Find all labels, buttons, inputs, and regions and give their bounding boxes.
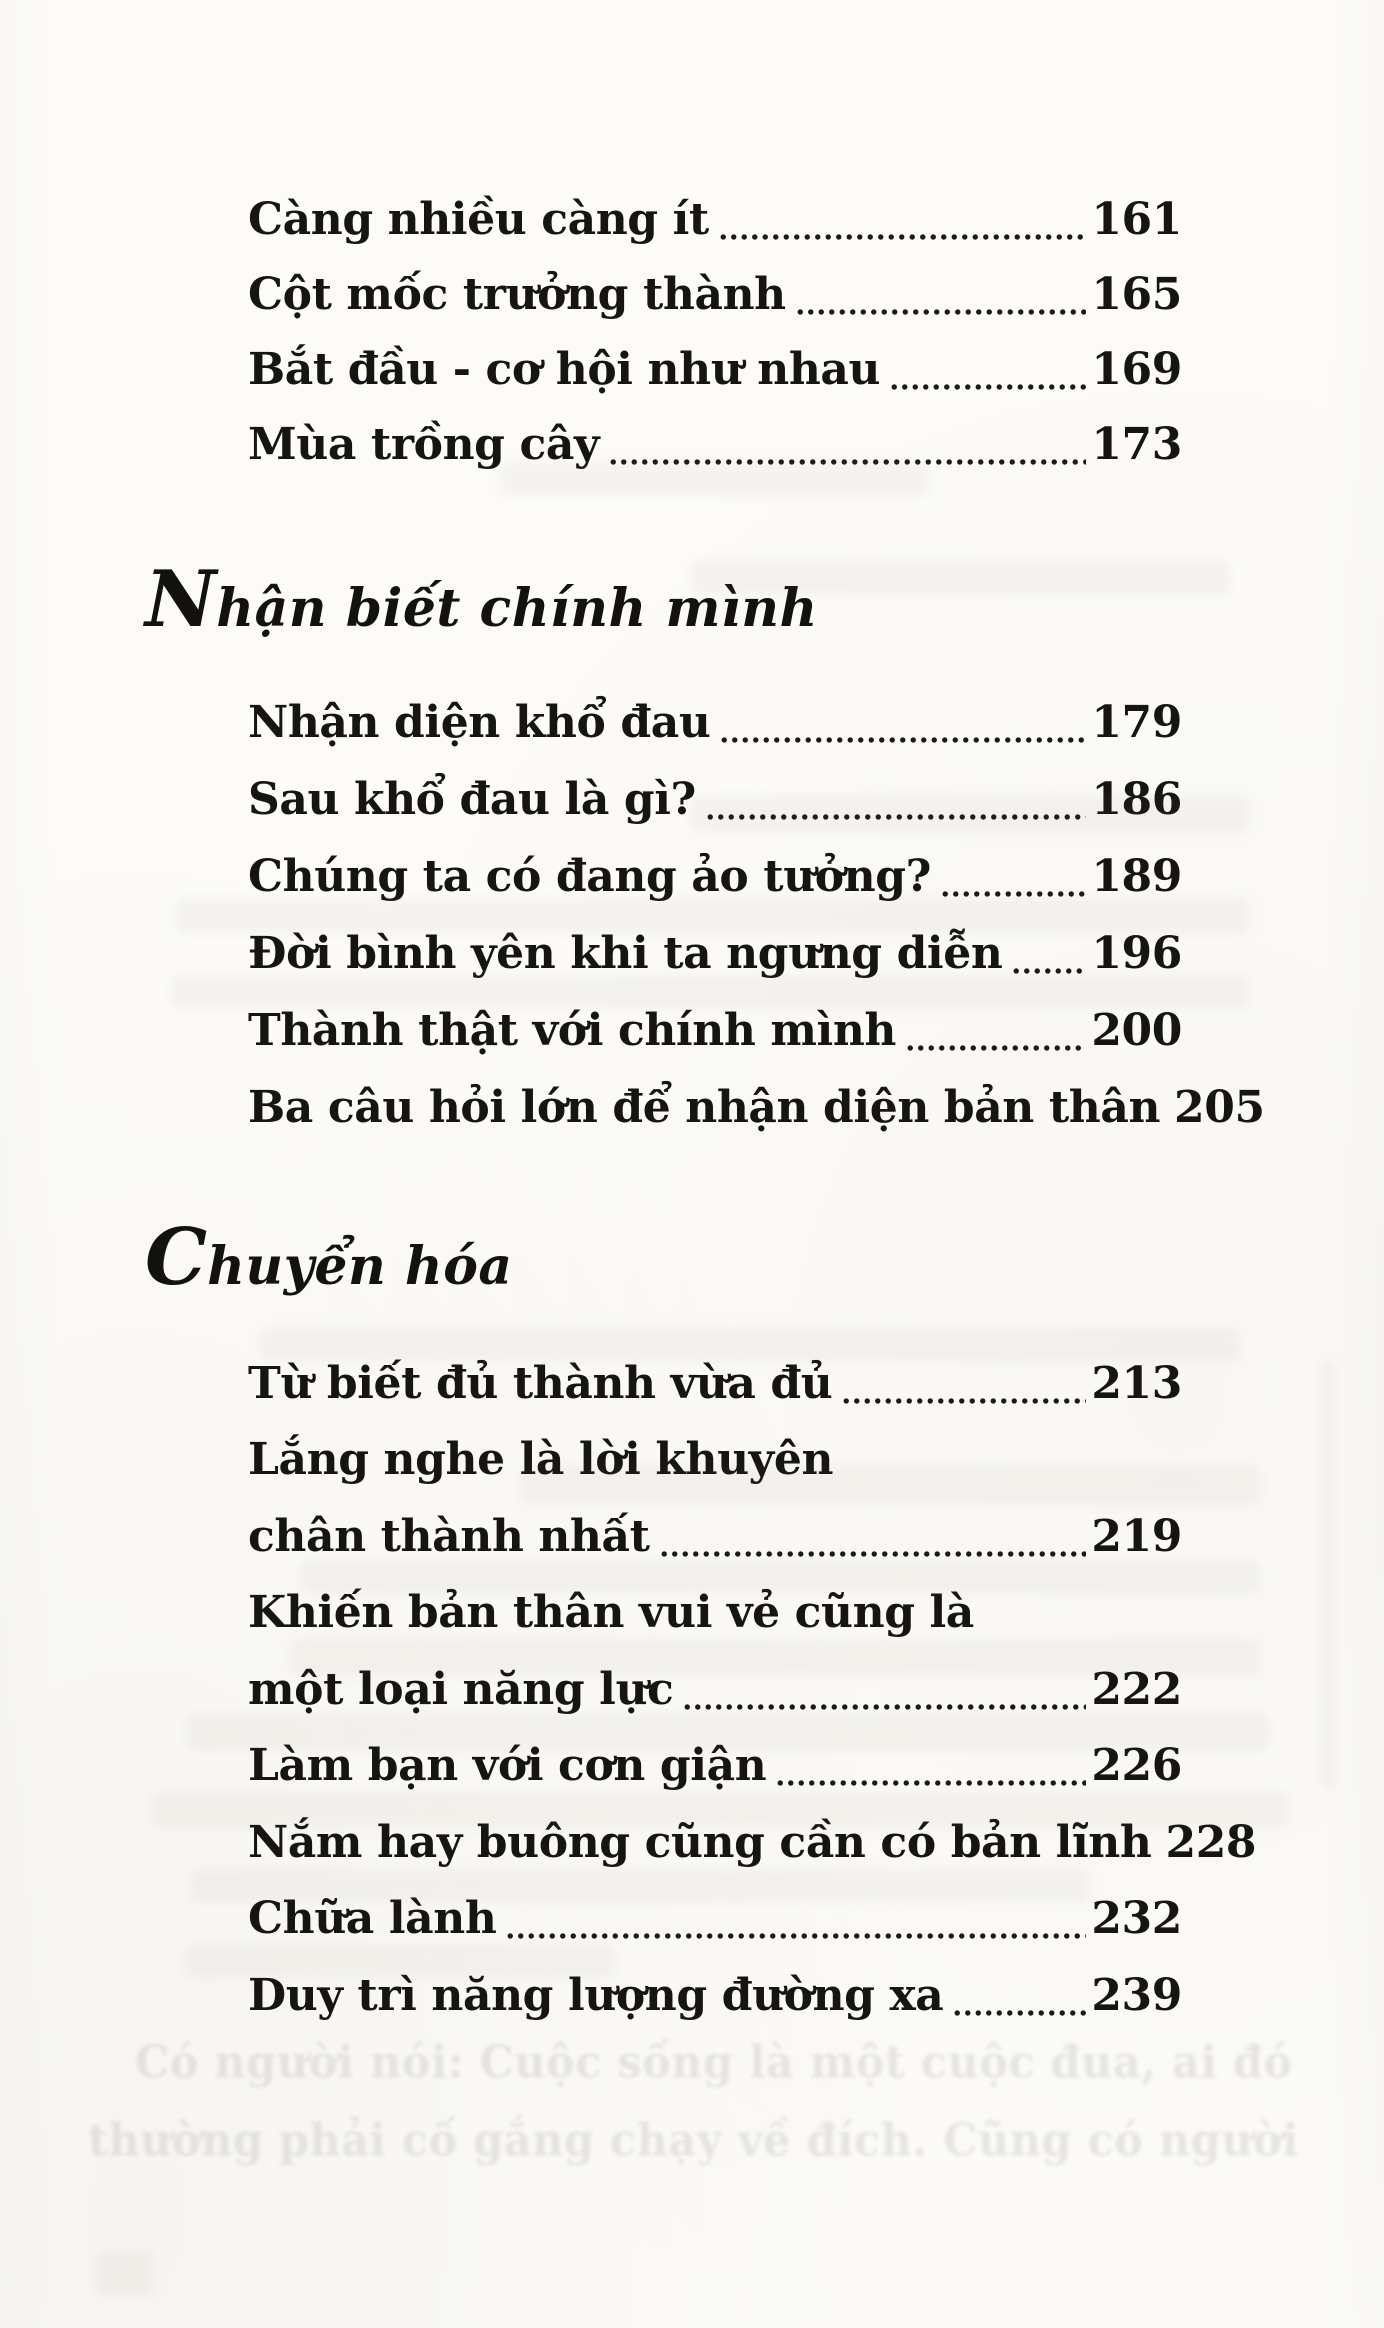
toc-item-text: Mùa trồng cây bbox=[248, 419, 600, 470]
page-number: 239 bbox=[1091, 1969, 1182, 2021]
toc-item-text: Lắng nghe là lời khuyên bbox=[248, 1434, 834, 1486]
toc-item-text: một loại năng lực bbox=[248, 1663, 674, 1715]
toc-item-text: Làm bạn với cơn giận bbox=[248, 1740, 767, 1792]
dot-leader bbox=[889, 332, 1086, 407]
ghost-smudge bbox=[260, 1328, 1240, 1362]
section-heading-chuyen-hoa: Chuyển hóa bbox=[145, 1212, 513, 1303]
toc-item-text: Càng nhiều càng ít bbox=[248, 194, 709, 245]
toc-item-text: Thành thật với chính mình bbox=[248, 1005, 897, 1056]
page-number: 232 bbox=[1091, 1893, 1182, 1945]
ghost-smudge bbox=[95, 2250, 155, 2296]
toc-item-text: Từ biết đủ thành vừa đủ bbox=[248, 1357, 833, 1409]
ghost-smudge bbox=[690, 560, 1230, 596]
page-number: 161 bbox=[1091, 194, 1182, 245]
page-number: 179 bbox=[1091, 697, 1182, 748]
toc-item bbox=[248, 332, 1182, 407]
page-number: 189 bbox=[1091, 851, 1182, 902]
ghost-smudge bbox=[170, 975, 1250, 1009]
ghost-smudge bbox=[185, 1944, 615, 1978]
dot-leader bbox=[718, 182, 1087, 257]
toc-item-text: Chữa lành bbox=[248, 1893, 497, 1945]
toc-item bbox=[248, 1069, 1265, 1146]
toc-item-text: Khiến bản thân vui vẻ cũng là bbox=[248, 1587, 974, 1639]
toc-item-text: Ba câu hỏi lớn để nhận diện bản thân bbox=[248, 1082, 1161, 1133]
page-number: 226 bbox=[1091, 1740, 1182, 1792]
ghost-smudge bbox=[185, 1713, 1270, 1751]
ghost-text-line: thường phải cố gắng chạy về đích. Cũng có người bbox=[88, 2115, 1300, 2167]
toc-section-1 bbox=[248, 182, 1182, 482]
page-number: 213 bbox=[1091, 1357, 1182, 1409]
dot-leader bbox=[719, 684, 1086, 761]
toc-item-text: Đời bình yên khi ta ngưng diễn bbox=[248, 928, 1003, 979]
dot-leader bbox=[795, 257, 1087, 332]
ghost-smudge bbox=[175, 898, 1250, 934]
ghost-smudge bbox=[150, 1792, 1290, 1828]
dot-leader bbox=[952, 1957, 1086, 2034]
page-number: 228 bbox=[1165, 1816, 1257, 1868]
toc-item bbox=[248, 182, 1182, 257]
page-number: 200 bbox=[1091, 1005, 1182, 1056]
toc-item-text: chân thành nhất bbox=[248, 1510, 650, 1562]
ghost-smudge bbox=[690, 795, 1250, 833]
ghost-smudge bbox=[520, 1465, 1260, 1505]
toc-item-text: Bắt đầu - cơ hội như nhau bbox=[248, 344, 881, 395]
toc-item-text: Duy trì năng lượng đường xa bbox=[248, 1969, 944, 2021]
toc-item-text: Nhận diện khổ đau bbox=[248, 697, 711, 748]
ghost-smudge bbox=[290, 1638, 1260, 1676]
page-number: 169 bbox=[1091, 344, 1182, 395]
ghost-text-line: Có người nói: Cuộc sống là một cuộc đua, ai đó bbox=[135, 2037, 1293, 2089]
ghost-smudge bbox=[500, 462, 930, 496]
toc-item-text: Chúng ta có đang ảo tưởng? bbox=[248, 851, 932, 902]
ghost-smudge bbox=[300, 1560, 1260, 1594]
page-number: 186 bbox=[1091, 774, 1182, 825]
toc-item-text: Cột mốc trưởng thành bbox=[248, 269, 786, 320]
page-number: 196 bbox=[1091, 928, 1182, 979]
page-number: 219 bbox=[1091, 1510, 1182, 1562]
toc-item-text: Nắm hay buông cũng cần có bản lĩnh bbox=[248, 1816, 1152, 1868]
toc-item bbox=[248, 684, 1182, 761]
page-number: 165 bbox=[1091, 269, 1182, 320]
page-number: 222 bbox=[1091, 1663, 1182, 1715]
section-heading-nhan-biet-chinh-minh: Nhận biết chính mình bbox=[145, 554, 818, 645]
page-number: 205 bbox=[1174, 1082, 1265, 1133]
page-number: 173 bbox=[1091, 419, 1182, 470]
ghost-smudge bbox=[190, 1868, 1090, 1902]
toc-section-3 bbox=[248, 1345, 1257, 2034]
toc-item bbox=[248, 257, 1182, 332]
toc-item-text: Sau khổ đau là gì? bbox=[248, 774, 696, 825]
ghost-smudge bbox=[1320, 1360, 1336, 1790]
